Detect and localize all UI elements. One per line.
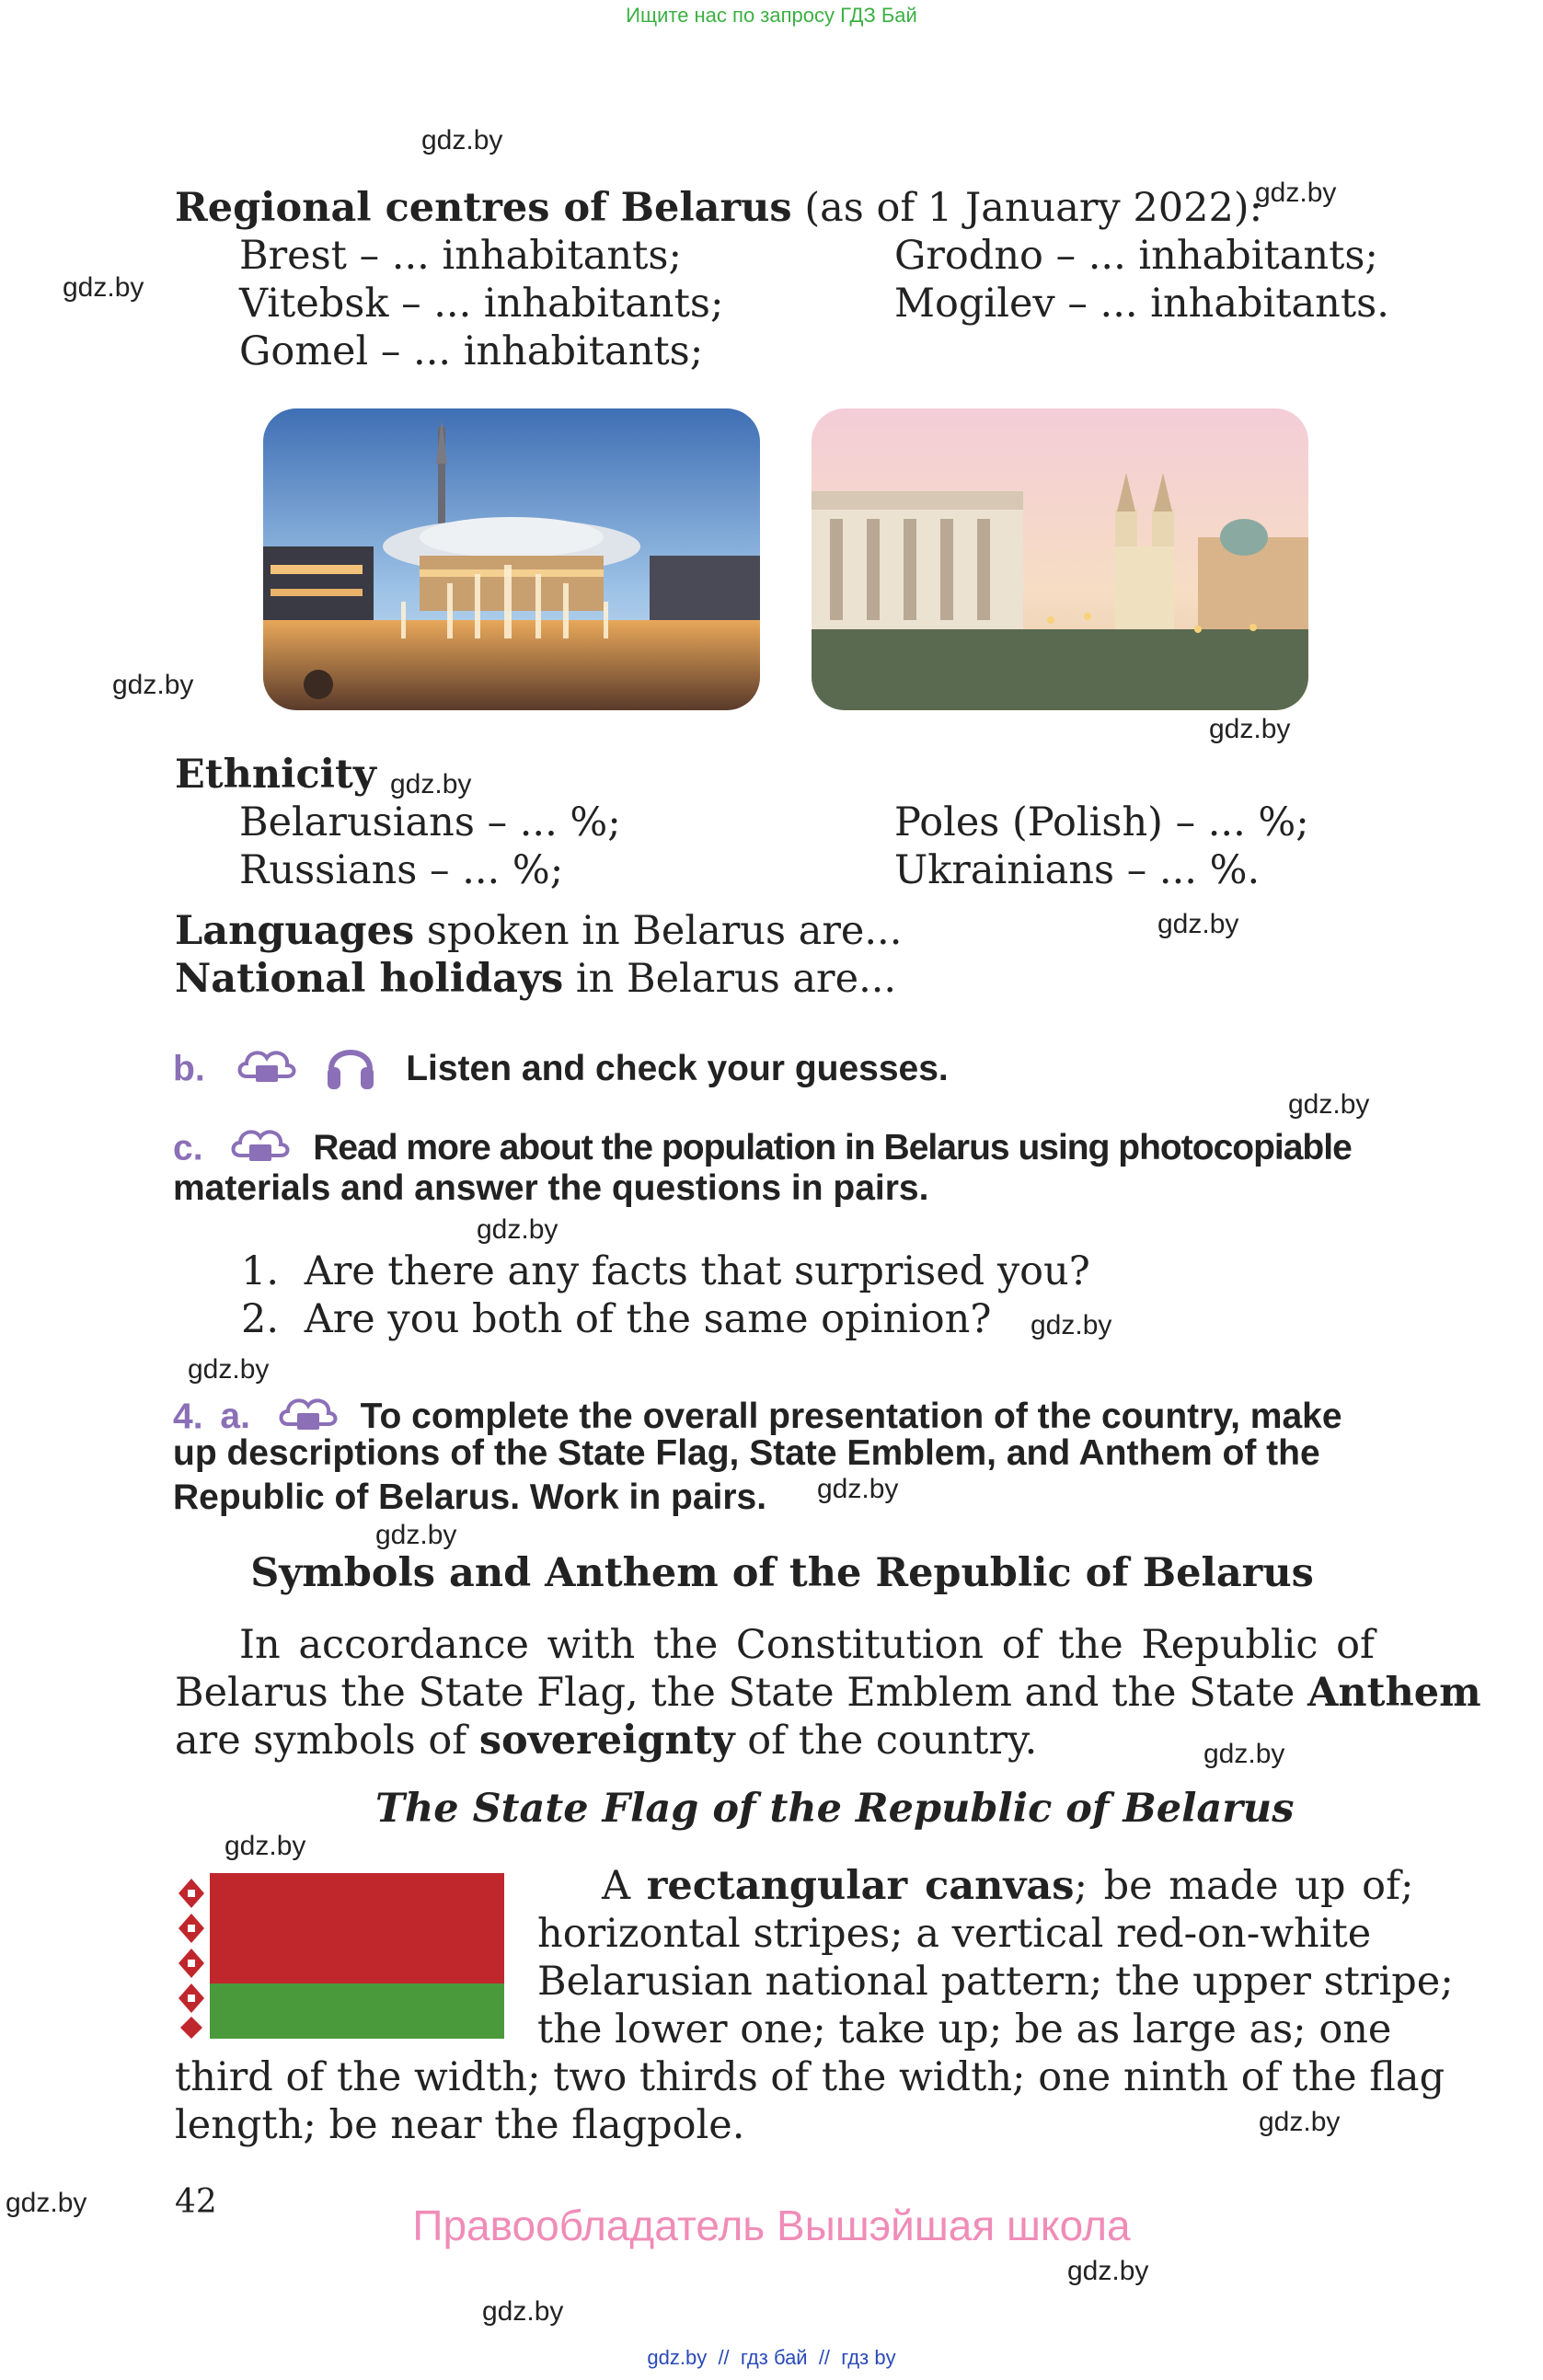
watermark: gdz.by — [375, 1520, 457, 1550]
flag-text-line6: length; be near the flagpole. — [175, 2102, 745, 2148]
watermark: gdz.by — [112, 670, 194, 700]
question-1 — [241, 1247, 1090, 1295]
ethnicity-russians: Russians – ... %; — [239, 847, 564, 893]
question-1-num: 1. — [241, 1248, 280, 1294]
flag-text: A — [602, 1863, 631, 1909]
task-4a-text-1: To complete the overall presentation of the country, make — [360, 1397, 1342, 1437]
watermark: gdz.by — [482, 2296, 564, 2327]
headphones-icon — [324, 1038, 377, 1104]
regional-grodno: Grodno – ... inhabitants; — [894, 233, 1378, 279]
flag-text-line5: third of the width; two thirds of the width; one ninth of the flag — [175, 2054, 1445, 2100]
watermark: gdz.by — [63, 272, 144, 303]
holidays-bold: National holidays — [175, 956, 564, 1002]
task-4a-letter: a. — [220, 1397, 250, 1437]
question-2 — [241, 1295, 991, 1343]
flag-heading: The State Flag of the Republic of Belarus — [375, 1786, 1295, 1832]
task-4-number: 4. — [173, 1397, 203, 1437]
flag-text: ; be made up of; — [1074, 1863, 1414, 1909]
symbols-para-text: are symbols of — [175, 1718, 467, 1764]
regional-brest: Brest – ... inhabitants; — [239, 233, 682, 279]
task-c-line2: materials and answer the questions in pairs. — [173, 1168, 929, 1208]
languages-bold: Languages — [175, 908, 415, 954]
watermark: gdz.by — [817, 1474, 899, 1504]
watermark: gdz.by — [6, 2188, 87, 2218]
symbols-para-line2 — [175, 1669, 1481, 1717]
ethnicity-ukrainians: Ukrainians – ... %. — [894, 847, 1261, 893]
watermark: gdz.by — [1209, 714, 1291, 744]
watermark: gdz.by — [1288, 1089, 1370, 1120]
task-b-text: Listen and check your guesses. — [406, 1049, 949, 1089]
symbols-para-text: Belarus the State Flag, the State Emblem and the State — [175, 1670, 1295, 1716]
symbols-heading: Symbols and Anthem of the Republic of Belarus — [250, 1550, 1314, 1596]
question-2-text: Are you both of the same opinion? — [304, 1296, 992, 1342]
footer-links[interactable]: gdz.by // гдз бай // гдз by — [647, 2346, 896, 2369]
regional-title — [175, 184, 1262, 232]
watermark: gdz.by — [1255, 178, 1337, 208]
symbols-para-line1: In accordance with the Constitution of the Republic of — [239, 1622, 1375, 1668]
watermark: gdz.by — [225, 1831, 306, 1861]
symbols-para-line3 — [175, 1717, 1037, 1765]
ethnicity-belarusians: Belarusians – ... %; — [239, 799, 621, 845]
watermark: gdz.by — [1203, 1739, 1285, 1769]
sovereignty-term: sovereignty — [478, 1718, 735, 1764]
flag-text-line2: horizontal stripes; a vertical red-on-white — [537, 1911, 1372, 1957]
watermark: gdz.by — [1067, 2256, 1149, 2286]
cloud-folder-icon — [234, 1040, 298, 1102]
question-1-text: Are there any facts that surprised you? — [304, 1248, 1090, 1294]
watermark: gdz.by — [1157, 909, 1239, 939]
question-2-num: 2. — [241, 1296, 280, 1342]
copyright-notice: Правообладатель Вышэйшая школа — [412, 2202, 1131, 2249]
task-c-text-1: Read more about the population in Belarus using photocopiable — [313, 1128, 1352, 1168]
languages-line — [175, 907, 902, 955]
rectangular-canvas-term: rectangular canvas — [646, 1863, 1075, 1909]
watermark: gdz.by — [1031, 1310, 1112, 1340]
photo-grodno — [812, 408, 1308, 710]
regional-title-rest: (as of 1 January 2022): — [804, 185, 1263, 231]
flag-text-line3: Belarusian national pattern; the upper stripe; — [537, 1959, 1454, 2005]
top-banner[interactable]: Ищите нас по запросу ГДЗ Бай — [626, 4, 917, 27]
flag-text-line1 — [602, 1862, 1413, 1910]
regional-title-bold: Regional centres of Belarus — [175, 185, 792, 231]
task-4a-line3: Republic of Belarus. Work in pairs. — [173, 1477, 767, 1517]
ethnicity-poles: Poles (Polish) – ... %; — [894, 799, 1309, 845]
page-number: 42 — [175, 2183, 217, 2221]
symbols-para-text: of the country. — [747, 1718, 1038, 1764]
watermark: gdz.by — [1259, 2107, 1341, 2137]
holidays-rest: in Belarus are... — [575, 956, 897, 1002]
watermark: gdz.by — [421, 125, 503, 155]
anthem-term: Anthem — [1307, 1670, 1481, 1716]
ethnicity-title: Ethnicity — [175, 752, 376, 798]
watermark: gdz.by — [390, 769, 472, 799]
regional-vitebsk: Vitebsk – ... inhabitants; — [239, 281, 724, 327]
photo-gomel-circus — [263, 408, 760, 710]
watermark: gdz.by — [188, 1354, 270, 1385]
task-b — [173, 1038, 949, 1104]
holidays-line — [175, 955, 896, 1003]
watermark: gdz.by — [477, 1214, 558, 1245]
task-b-letter: b. — [173, 1049, 205, 1089]
belarus-flag — [173, 1873, 504, 2039]
languages-rest: spoken in Belarus are... — [426, 908, 903, 954]
regional-mogilev: Mogilev – ... inhabitants. — [894, 281, 1389, 327]
flag-text-line4: the lower one; take up; be as large as; one — [537, 2006, 1392, 2052]
task-c-letter: c. — [173, 1128, 203, 1168]
regional-gomel: Gomel – ... inhabitants; — [239, 328, 704, 374]
task-4a-line2: up descriptions of the State Flag, State Emblem, and Anthem of the — [173, 1433, 1320, 1473]
